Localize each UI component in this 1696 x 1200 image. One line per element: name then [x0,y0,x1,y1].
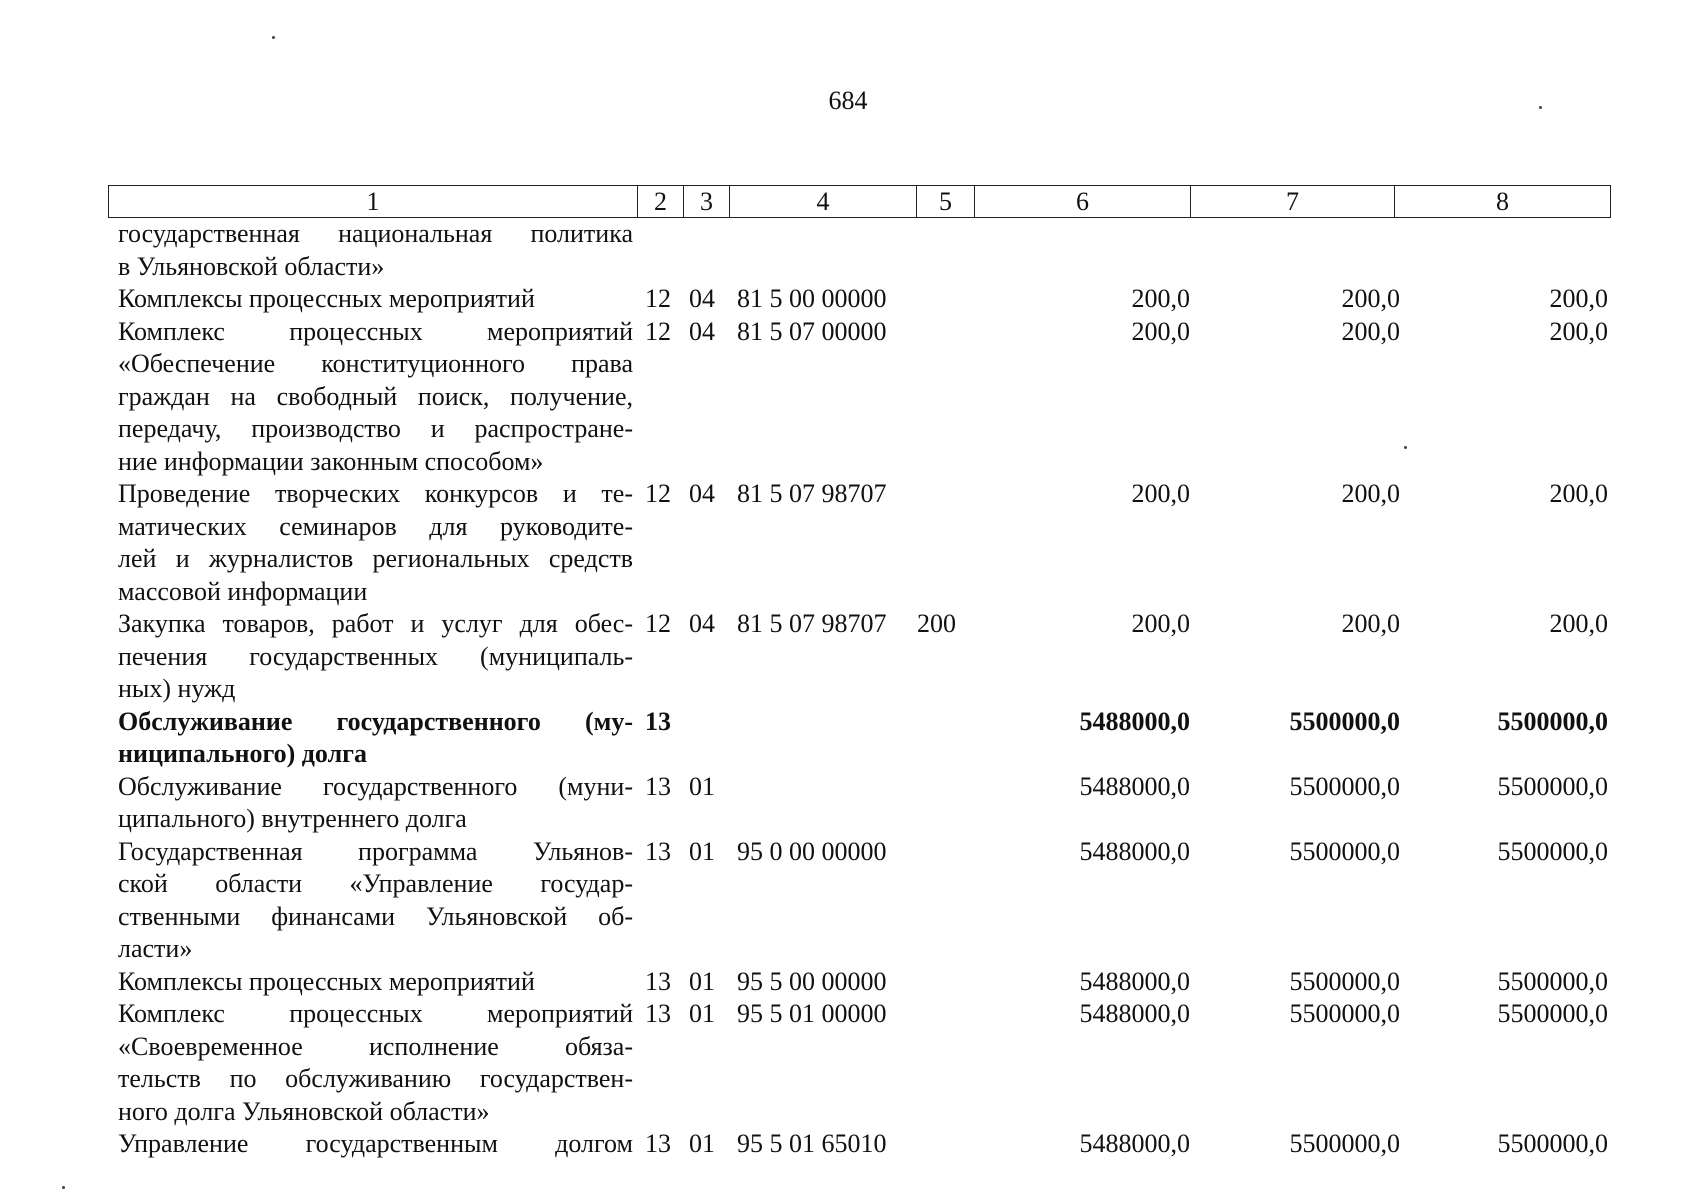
subsection-code: 04 [689,316,715,346]
amount-col-8: 5500000,0 [1497,771,1608,801]
amount-col-8: 5500000,0 [1497,999,1608,1028]
description-line: ниципального) долга [118,739,367,768]
column-header-3: 3 [684,186,730,218]
row-description [118,218,633,283]
description-line: ного долга Ульяновской области» [118,1096,490,1126]
amount-col-8: 5500000,0 [1497,836,1608,866]
row-description [118,771,633,836]
description-line: в Ульяновской области» [118,251,385,281]
table-row [118,706,1618,771]
amount-col-7: 5500000,0 [1289,771,1400,801]
description-line: Комплекс процессных мероприятий [118,316,633,346]
amount-col-6: 200,0 [1131,316,1190,346]
subsection-code: 01 [689,999,715,1028]
column-header-8: 8 [1395,186,1611,218]
description-line: Государственная программа Ульянов- [118,836,633,866]
target-article-code: 81 5 07 98707 [737,609,887,638]
description-line: «Обеспечение конституционного права [118,349,633,378]
section-code: 13 [645,706,671,736]
column-header-6: 6 [975,186,1191,218]
column-header-7: 7 [1191,186,1395,218]
description-line: Управление государственным долгом [118,1129,633,1158]
section-code: 12 [645,609,671,638]
table-row [118,998,1618,1128]
column-header-table [108,185,1611,218]
section-code: 12 [645,316,671,346]
amount-col-6: 5488000,0 [1079,771,1190,801]
amount-col-8: 200,0 [1549,479,1608,508]
amount-col-7: 200,0 [1341,609,1400,638]
row-description [118,316,633,479]
amount-col-7: 200,0 [1341,479,1400,508]
description-line: Обслуживание государственного (му- [118,706,633,736]
description-line: матических семинаров для руководите- [118,511,633,541]
column-header-4: 4 [730,186,917,218]
row-description [118,283,633,316]
target-article-code: 95 0 00 00000 [737,836,887,866]
description-line: Комплекс процессных мероприятий [118,999,633,1028]
amount-col-8: 5500000,0 [1497,1129,1608,1158]
expense-type-code: 200 [917,609,956,638]
row-description [118,1128,633,1161]
amount-col-8: 5500000,0 [1497,706,1608,736]
description-line: печения государственных (муниципаль- [118,641,633,671]
target-article-code: 81 5 00 00000 [737,284,887,313]
scan-speck [1404,446,1407,449]
amount-col-8: 200,0 [1549,609,1608,638]
description-line: государственная национальная политика [118,219,633,248]
table-row [118,608,1618,706]
description-line: ственными финансами Ульяновской об- [118,901,633,931]
section-code: 12 [645,479,671,508]
column-header-2: 2 [638,186,684,218]
amount-col-7: 200,0 [1341,284,1400,313]
page-number: 684 [828,86,868,115]
subsection-code: 01 [689,1129,715,1158]
amount-col-6: 200,0 [1131,284,1190,313]
column-header-row [109,186,1611,218]
description-line: Обслуживание государственного (муни- [118,771,633,801]
subsection-code: 01 [689,836,715,866]
scan-speck [272,36,275,39]
target-article-code: 95 5 00 00000 [737,966,887,996]
description-line: передачу, производство и распростране- [118,414,633,443]
budget-table-body [118,218,1618,1161]
table-row [118,283,1618,316]
description-line: ние информации законным способом» [118,446,544,476]
column-header-5: 5 [917,186,975,218]
amount-col-8: 5500000,0 [1497,966,1608,996]
description-line: тельств по обслуживанию государствен- [118,1064,633,1093]
table-row [118,966,1618,999]
table-row [118,218,1618,283]
subsection-code: 01 [689,966,715,996]
amount-col-7: 5500000,0 [1289,1129,1400,1158]
amount-col-6: 5488000,0 [1079,836,1190,866]
description-line: Закупка товаров, работ и услуг для обес- [118,609,633,638]
amount-col-8: 200,0 [1549,284,1608,313]
row-description [118,998,633,1128]
subsection-code: 04 [689,284,715,313]
row-description [118,966,633,999]
row-description [118,836,633,966]
amount-col-6: 200,0 [1131,609,1190,638]
description-line: граждан на свободный поиск, получение, [118,381,633,411]
section-code: 12 [645,284,671,313]
amount-col-7: 5500000,0 [1289,999,1400,1028]
row-description [118,706,633,771]
description-line: Проведение творческих конкурсов и те- [118,479,633,508]
description-line: ных) нужд [118,674,236,703]
description-line: ской области «Управление государ- [118,869,633,898]
scan-speck [62,1186,65,1189]
amount-col-7: 5500000,0 [1289,706,1400,736]
description-line: «Своевременное исполнение обяза- [118,1031,633,1061]
target-article-code: 95 5 01 65010 [737,1129,887,1158]
amount-col-6: 5488000,0 [1079,1129,1190,1158]
row-description [118,478,633,608]
description-line: Комплексы процессных мероприятий [118,284,535,313]
subsection-code: 04 [689,479,715,508]
description-line: лей и журналистов региональных средств [118,544,633,573]
table-row [118,836,1618,966]
scan-speck [1539,106,1542,109]
amount-col-7: 200,0 [1341,316,1400,346]
amount-col-8: 200,0 [1549,316,1608,346]
amount-col-7: 5500000,0 [1289,836,1400,866]
amount-col-6: 5488000,0 [1079,706,1190,736]
section-code: 13 [645,966,671,996]
table-row [118,478,1618,608]
section-code: 13 [645,836,671,866]
amount-col-7: 5500000,0 [1289,966,1400,996]
description-line: ципального) внутреннего долга [118,804,467,833]
row-description [118,608,633,706]
target-article-code: 81 5 07 00000 [737,316,887,346]
description-line: массовой информации [118,576,368,606]
amount-col-6: 5488000,0 [1079,999,1190,1028]
target-article-code: 95 5 01 00000 [737,999,887,1028]
amount-col-6: 200,0 [1131,479,1190,508]
column-header-1: 1 [109,186,638,218]
section-code: 13 [645,1129,671,1158]
amount-col-6: 5488000,0 [1079,966,1190,996]
description-line: ласти» [118,934,193,963]
section-code: 13 [645,771,671,801]
subsection-code: 04 [689,609,715,638]
section-code: 13 [645,999,671,1028]
table-row [118,1128,1618,1161]
subsection-code: 01 [689,771,715,801]
table-row [118,316,1618,479]
table-row [118,771,1618,836]
description-line: Комплексы процессных мероприятий [118,966,535,996]
target-article-code: 81 5 07 98707 [737,479,887,508]
